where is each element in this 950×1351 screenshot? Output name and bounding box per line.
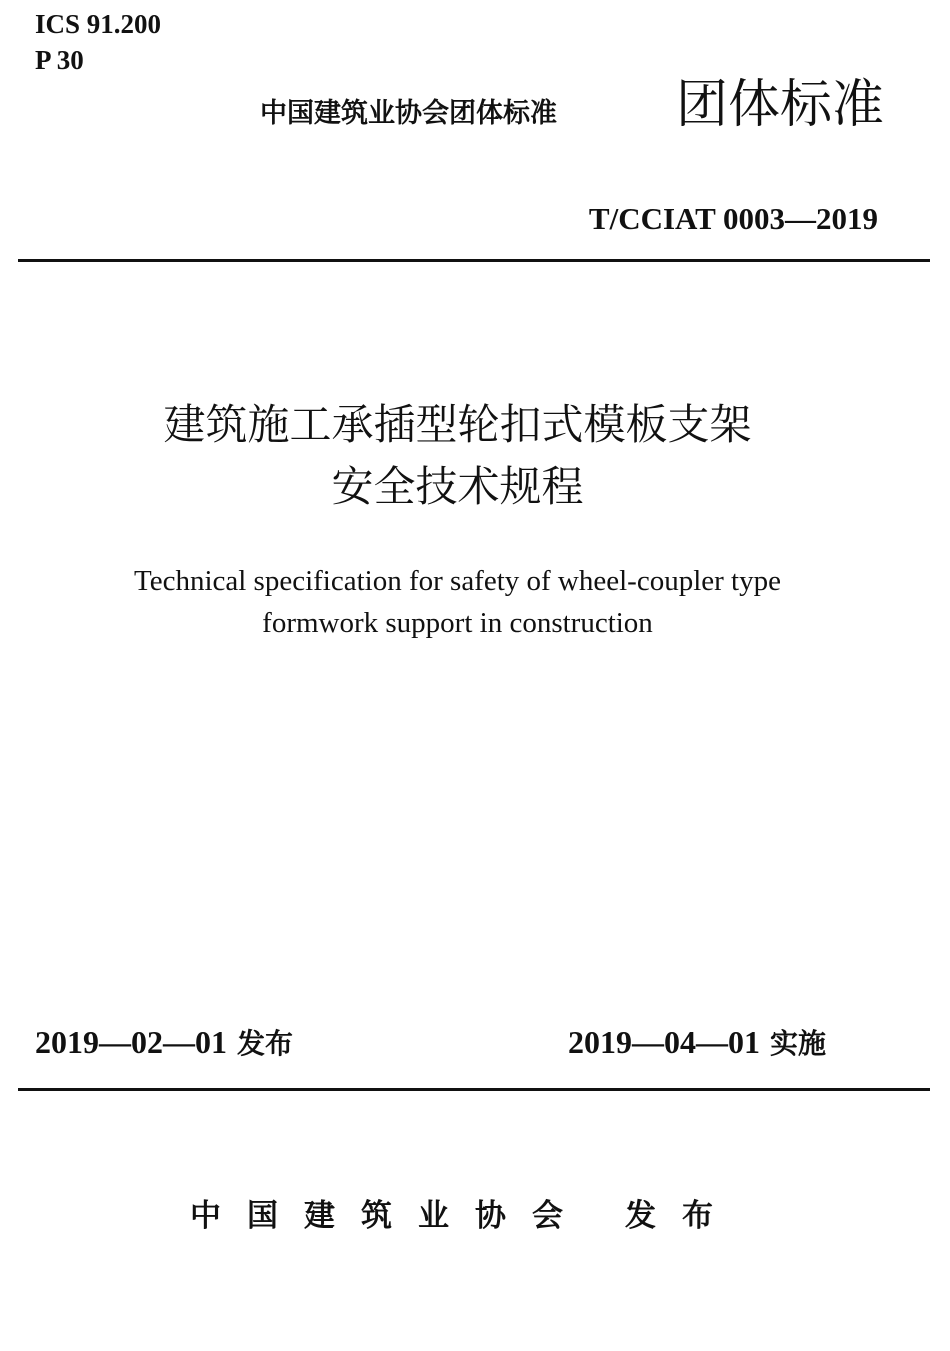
ics-code: ICS 91.200 [35, 9, 162, 39]
classification-code: P 30 [35, 45, 84, 75]
title-english-line2: formwork support in construction [262, 607, 653, 639]
top-divider [18, 259, 930, 262]
issue-label: 发布 [237, 1027, 294, 1060]
association-standard-label: 中国建筑业协会团体标准 [260, 98, 557, 129]
publisher-name: 中国建筑业协会 [190, 1198, 589, 1234]
implement-label: 实施 [770, 1027, 827, 1060]
title-chinese-line2: 安全技术规程 [331, 462, 584, 511]
implement-date-block [568, 1020, 826, 1066]
standard-number: T/CCIAT 0003—2019 [588, 201, 878, 236]
title-chinese-line1: 建筑施工承插型轮扣式模板支架 [163, 400, 752, 449]
issue-date-block [35, 1020, 293, 1066]
implement-date: 2019—04—01 [568, 1024, 760, 1060]
standard-type-heading: 团体标准 [676, 75, 885, 135]
publisher-line [190, 1194, 739, 1238]
publish-label: 发布 [625, 1198, 739, 1234]
title-english-line1: Technical specification for safety of wheel-coupler type [134, 565, 781, 597]
issue-date: 2019—02—01 [35, 1024, 227, 1060]
bottom-divider [18, 1088, 930, 1091]
